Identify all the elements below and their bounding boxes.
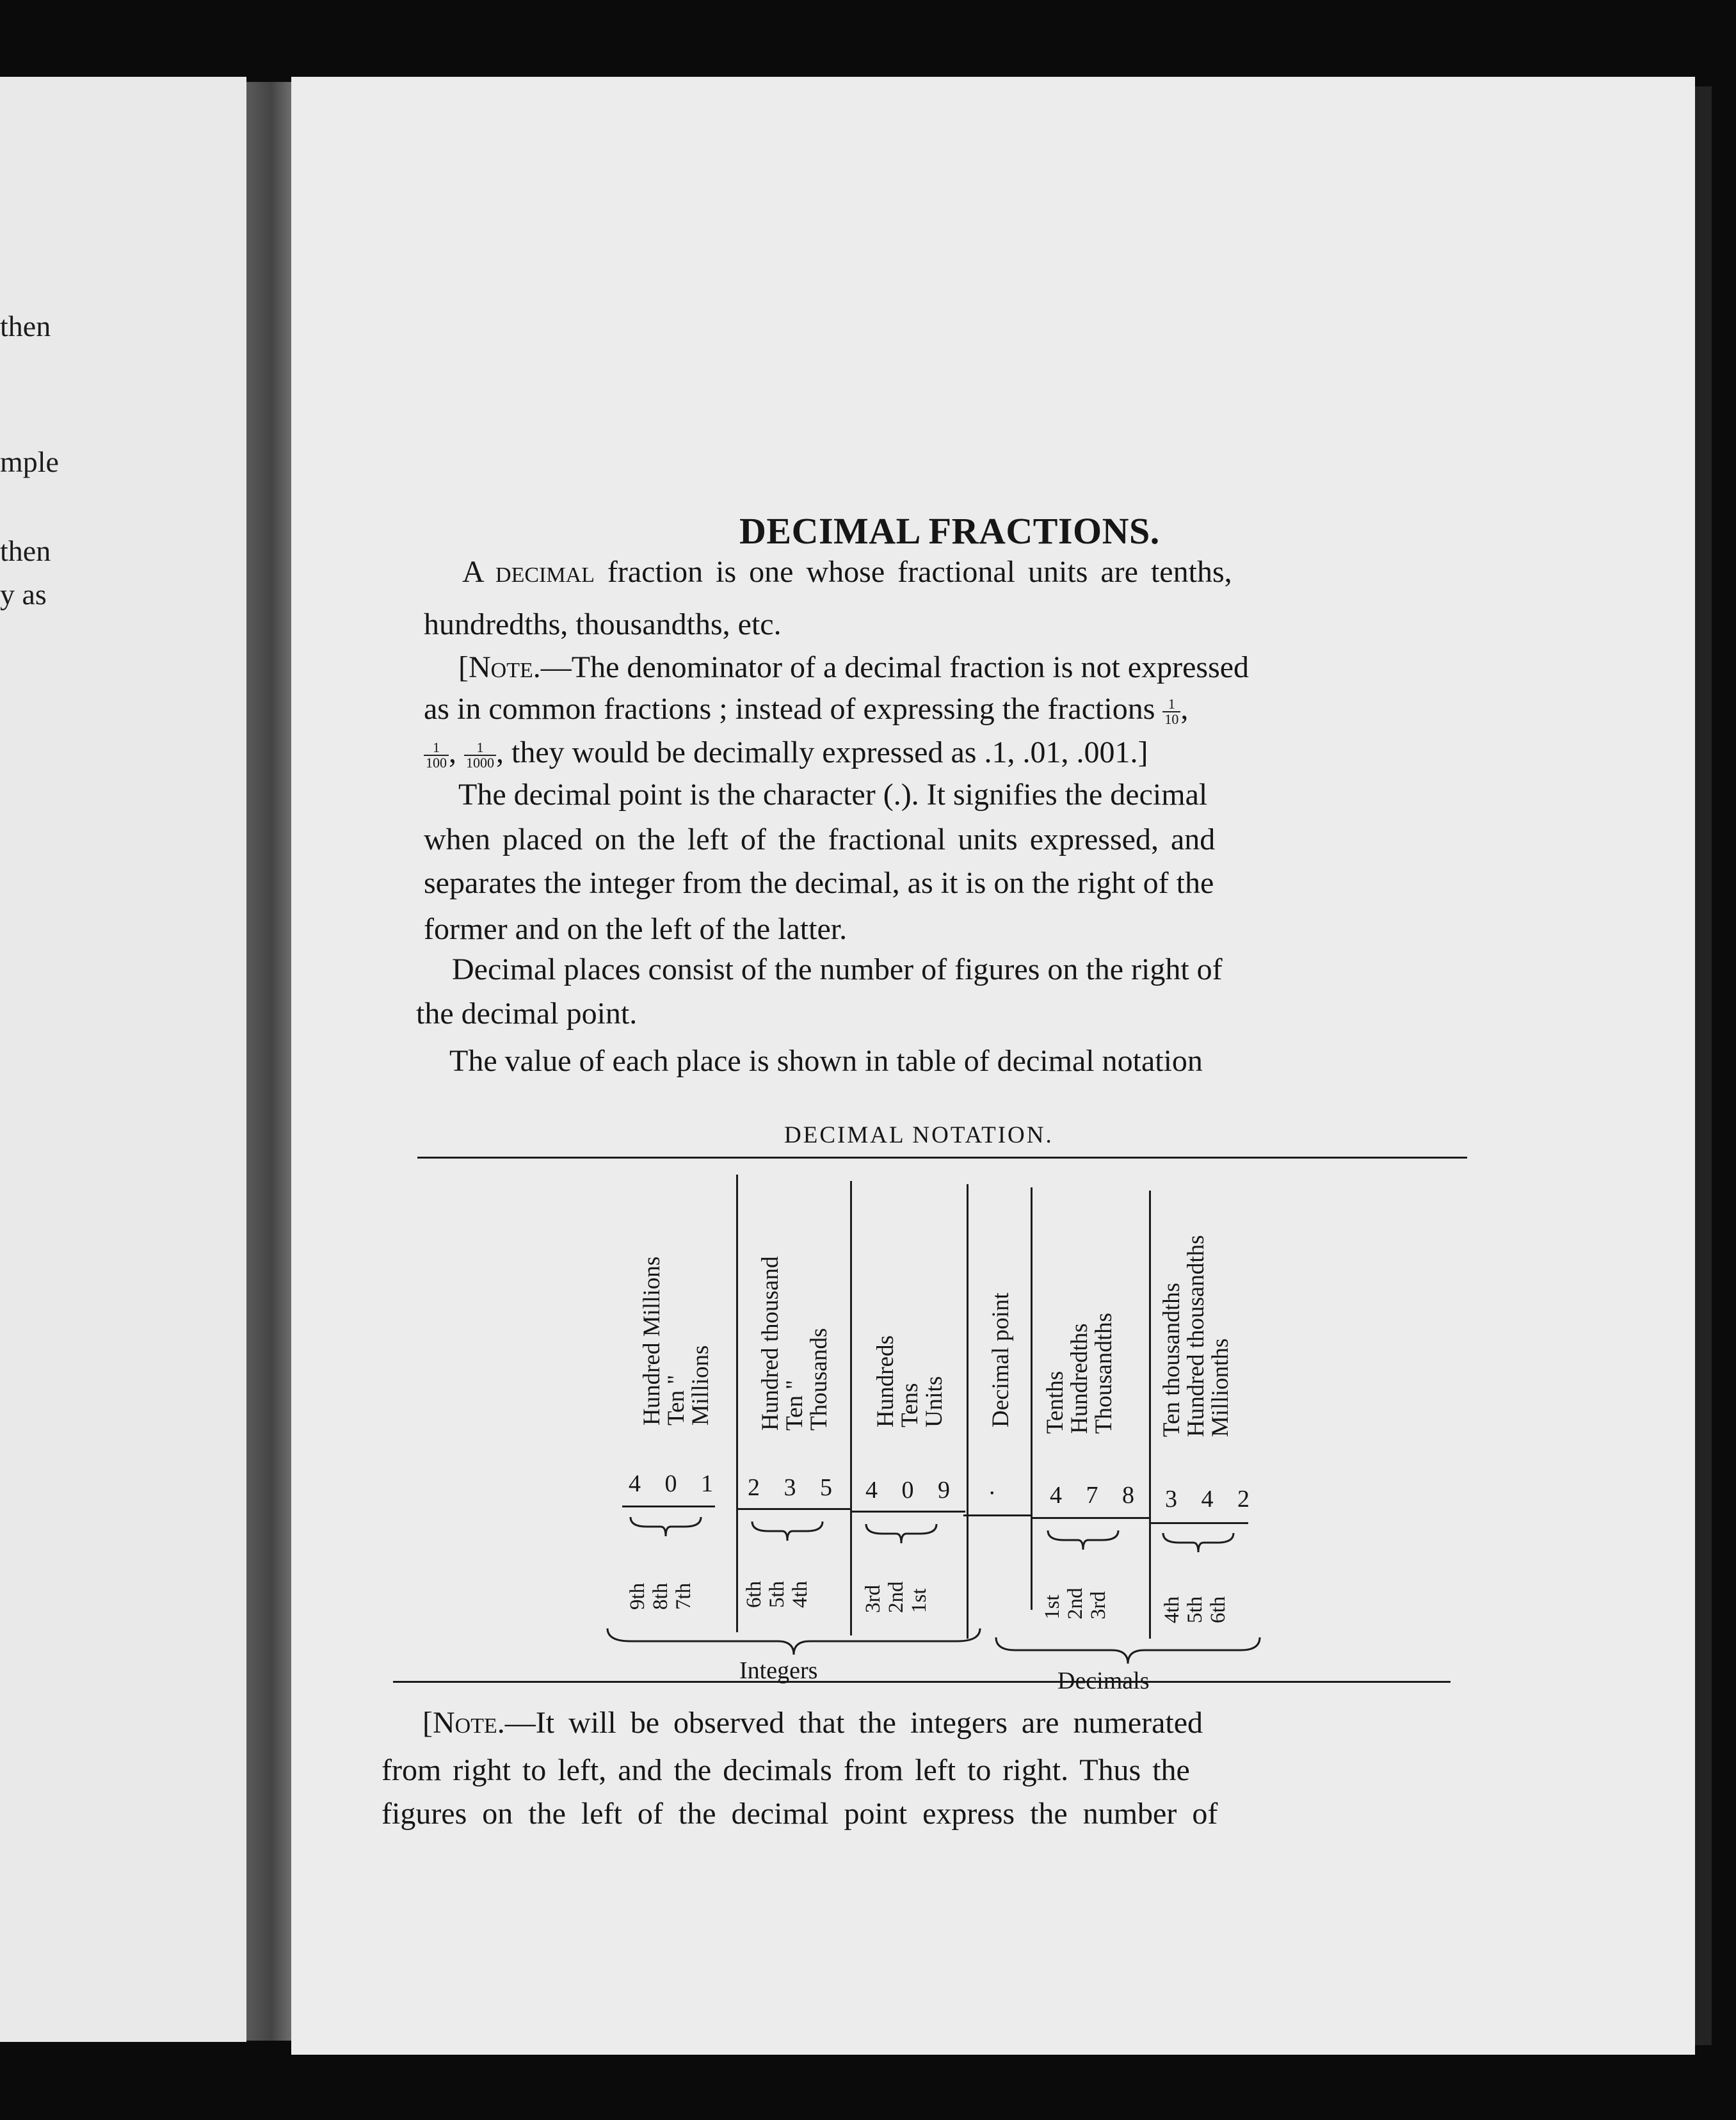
- note-1-line-3: $\frac{1}{100}$ , $\frac{1}{1000}$ , they would be decimally expressed as .1, .01, .001.]: [424, 737, 1148, 770]
- note-1-line-2: as in common fractions ; instead of expressing the fractions $\frac{1}{10}$ ,: [424, 692, 1189, 727]
- place-brace: [749, 1518, 826, 1544]
- fraction-one-hundredth: [424, 741, 449, 770]
- table-title: DECIMAL NOTATION.: [784, 1122, 1054, 1148]
- column-digits: 4 0 1: [629, 1470, 722, 1497]
- ordinal-label: 5th: [1184, 1596, 1207, 1623]
- fraction-denominator: 1000: [466, 755, 494, 771]
- place-brace: [1045, 1527, 1121, 1553]
- page-edge: [1695, 86, 1712, 2045]
- fraction-denominator: 10: [1164, 711, 1179, 727]
- definition-text: fraction is one whose fractional units are tenths,: [607, 555, 1232, 589]
- column-divider: [850, 1181, 852, 1635]
- definition-line-1: [462, 557, 1232, 588]
- ordinal-label: 6th: [1207, 1596, 1230, 1623]
- fraction-denominator: 100: [426, 755, 447, 771]
- left-page-fragment: then: [0, 310, 51, 342]
- decimal-point-para-line-3: separates the integer from the decimal, as it is on the right of the: [424, 866, 1214, 900]
- column-divider: [967, 1184, 968, 1639]
- column-divider: [1031, 1187, 1033, 1610]
- places-para-line-1: Decimal places consist of the number of figures on the right of: [452, 952, 1223, 986]
- digit-underline: [850, 1511, 965, 1513]
- ordinal-label: 2nd: [1064, 1587, 1087, 1619]
- note-text: as in common fractions ; instead of expressing the fractions: [424, 692, 1155, 726]
- ordinal-label: 1st: [908, 1588, 931, 1613]
- note-2-line-1: [422, 1708, 1203, 1739]
- column-label: Ten thousandths: [1159, 1283, 1185, 1437]
- note-label: Note.: [432, 1706, 505, 1740]
- column-label: Hundred thousandths: [1183, 1235, 1209, 1437]
- column-digits: 4 0 9: [865, 1477, 959, 1504]
- note-text: they would be decimally expressed as .1, .01, .001.]: [511, 735, 1148, 769]
- place-brace: [627, 1514, 704, 1539]
- table-bottom-rule: [393, 1681, 1451, 1683]
- fraction-one-tenth: [1162, 697, 1180, 727]
- column-divider: [1149, 1191, 1151, 1639]
- note-1-line-1: [458, 652, 1249, 683]
- column-digits: 3 4 2: [1165, 1486, 1258, 1513]
- decimal-point-para-line-2: when placed on the left of the fractional units expressed, and: [424, 823, 1216, 856]
- ordinal-label: 1st: [1041, 1594, 1064, 1619]
- ordinal-label: 4th: [789, 1580, 812, 1608]
- ordinal-label: 5th: [766, 1580, 789, 1608]
- ordinal-label: 4th: [1161, 1596, 1184, 1623]
- column-label: Hundreds: [872, 1335, 899, 1427]
- column-label: Ten ": [782, 1379, 808, 1431]
- note-2-line-3: figures on the left of the decimal point express the number of: [382, 1797, 1218, 1831]
- definition-term: decimal: [495, 555, 595, 589]
- fraction-numerator: 1: [424, 741, 449, 756]
- fraction-numerator: 1: [464, 741, 496, 756]
- decimals-label: Decimals: [1057, 1667, 1150, 1694]
- page-title: DECIMAL FRACTIONS.: [739, 510, 1160, 552]
- place-brace: [863, 1521, 940, 1546]
- definition-article: A: [462, 555, 483, 589]
- note-2-line-2: from right to left, and the decimals from left to right. Thus the: [382, 1753, 1190, 1787]
- column-label: Tens: [897, 1383, 923, 1427]
- value-para-line-1: The value of each place is shown in table of decimal notation: [449, 1044, 1203, 1078]
- column-digits: 2 3 5: [748, 1474, 841, 1501]
- note-bracket: [: [458, 650, 469, 684]
- column-label: Hundred Millions: [639, 1256, 665, 1425]
- note-text: —The denominator of a decimal fraction is not expressed: [540, 650, 1250, 684]
- places-para-line-2: the decimal point.: [416, 997, 638, 1031]
- ordinal-label: 3rd: [862, 1585, 885, 1613]
- ordinal-label: 3rd: [1087, 1591, 1110, 1619]
- column-divider: [736, 1175, 738, 1632]
- digit-underline: [736, 1508, 851, 1510]
- definition-line-2: hundredths, thousandths, etc.: [424, 607, 782, 641]
- left-page-fragment: y as: [0, 578, 47, 611]
- table-top-rule: [417, 1157, 1467, 1159]
- integers-label: Integers: [739, 1657, 818, 1684]
- left-page-fragment: then: [0, 534, 51, 567]
- column-label: Thousandths: [1091, 1312, 1117, 1434]
- digit-underline: [622, 1506, 715, 1507]
- column-digits: 4 7 8: [1050, 1482, 1143, 1509]
- digit-underline: [1031, 1517, 1149, 1519]
- ordinal-label: 6th: [743, 1580, 766, 1608]
- column-label: Ten ": [663, 1374, 689, 1425]
- fraction-numerator: 1: [1162, 697, 1180, 712]
- note-label: Note.: [468, 650, 541, 684]
- digit-underline: [1149, 1522, 1248, 1524]
- integers-brace: [605, 1626, 983, 1658]
- left-page-fragment: mple: [0, 446, 59, 478]
- column-digits: .: [989, 1473, 1004, 1500]
- column-label: Millionths: [1207, 1338, 1234, 1437]
- digit-underline: [963, 1514, 1031, 1516]
- note-bracket: [: [422, 1706, 433, 1740]
- decimal-point-para-line-4: former and on the left of the latter.: [424, 912, 848, 946]
- fraction-one-thousandth: [464, 741, 496, 770]
- column-label: Tenths: [1042, 1370, 1068, 1434]
- column-label: Units: [921, 1376, 947, 1427]
- ordinal-label: 8th: [649, 1582, 672, 1610]
- book-spine-shadow: [246, 82, 291, 2041]
- column-label: Hundred thousand: [757, 1256, 784, 1431]
- decimal-point-para-line-1: The decimal point is the character (.). It signifies the decimal: [458, 778, 1208, 812]
- ordinal-label: 9th: [626, 1582, 649, 1610]
- place-brace: [1160, 1530, 1237, 1555]
- left-page: [0, 77, 246, 2042]
- column-label: Hundredths: [1066, 1323, 1093, 1434]
- ordinal-label: 2nd: [885, 1581, 908, 1613]
- column-label: Decimal point: [988, 1292, 1014, 1427]
- ordinal-label: 7th: [672, 1582, 695, 1610]
- column-label: Thousands: [806, 1328, 832, 1431]
- note-text: —It will be observed that the integers are numerated: [504, 1706, 1203, 1740]
- decimals-brace: [993, 1635, 1262, 1667]
- column-label: Millions: [687, 1345, 714, 1425]
